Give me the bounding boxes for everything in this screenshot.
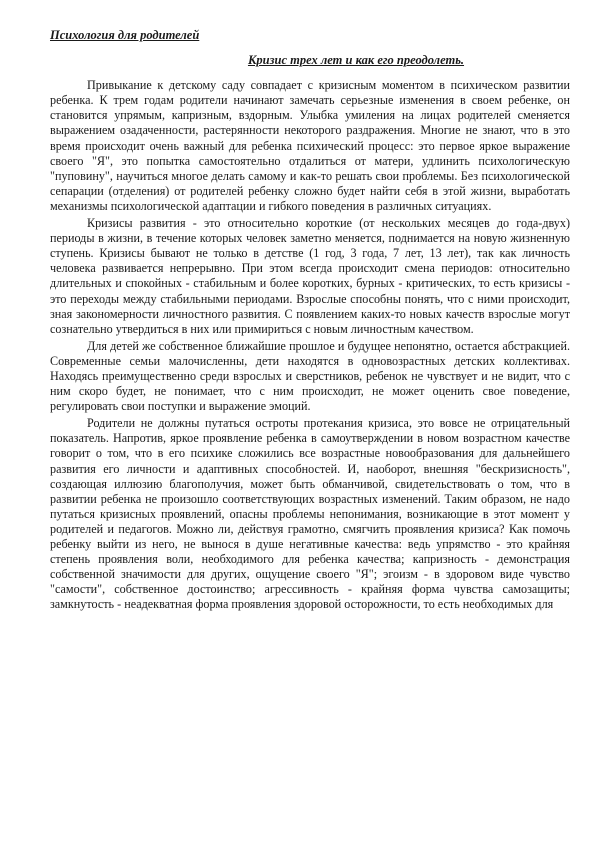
paragraph-1: Привыкание к детскому саду совпадает с кризисным моментом в психическом развитии ребенка. К трем годам родители начинают замечать серьезные изменения в своем ребенке, он становится упрямым, капризным, вздорным. Улыбка умиления на лицах родителей сменяется выражением озадаченности, растерянности некоторого раздражения. Многие не знают, что в это время происходит очень важный для ребенка психический процесс: это первое яркое выражение своего "Я", это попытка самостоятельно отдалиться от матери, удлинить психологическую "пуповину", научиться многое делать самому и как-то решать свои проблемы. Без психологической сепарации (отделения) от родителей ребенку сложно будет найти себя в этой жизни, выработать механизмы психологической адаптации и гибкого поведения в различных ситуациях. [50,78,570,213]
document-body [50,28,570,614]
paragraph-3: Для детей же собственное ближайшие прошлое и будущее непонятно, остается абстракцией. Современные семьи малочисленны, дети находятся в одновозрастных детских коллективах. Находясь преимущественно среди взрослых и сверстников, ребенок не чувствует и не видит, что с ним скоро будет, не понимает, что с ним происходит, не может оценить свое поведение, регулировать свои поступки и выражение эмоций. [50,338,570,414]
document-header: Психология для родителей [50,28,200,42]
paragraph-2: Кризисы развития - это относительно короткие (от нескольких месяцев до года-двух) периоды в жизни, в течение которых человек заметно меняется, поднимается на новую жизненную ступень. Кризисы бывают не только в детстве (1 год, 3 года, 7 лет, 13 лет), так как личность человека развивается непрерывно. При этом всегда происходит смена периодов: относительно длительных и спокойных - стабильным и более коротких, бурных - критических, то есть кризисы - это переходы между стабильными периодами. Взрослые способны понять, что с ними происходит, зная закономерности личностного развития. С появлением каких-то новых качеств взрослые могут сознательно утвердиться в них или примириться с новым личностным качеством. [50,216,570,336]
document-title: Кризис трех лет и как его преодолеть. [247,53,465,68]
paragraph-4: Родители не должны путаться остроты протекания кризиса, это вовсе не отрицательный показатель. Напротив, яркое проявление ребенка в самоутверждении в новом возрастном качестве говорит о том, что в его психике сложились все возрастные новообразования для дальнейшего развития его личности и адаптивных способностей. И, наоборот, внешняя "бескризисность", создающая иллюзию благополучия, может быть обманчивой, свидетельствовать о том, что в развитии ребенка не произошло соответствующих возрастных изменений. Таким образом, не надо путаться кризисных проявлений, опасны проблемы непонимания, возникающие в этот момент у родителей и педагогов. Можно ли, действуя грамотно, смягчить проявления кризиса? Как помочь ребенку выйти из него, не вынося в душе негативные качества: ведь упрямство - это крайняя степень проявления воли, необходимого для ребенка качества; капризность - демонстрация собственной значимости для других, ощущение своего "Я"; эгоизм - в здоровом виде чувство "самости", собственное достоинство; агрессивность - крайняя форма чувства самозащиты; замкнутость - неадекватная форма проявления здоровой осторожности, то есть необходимых для [50,416,570,612]
